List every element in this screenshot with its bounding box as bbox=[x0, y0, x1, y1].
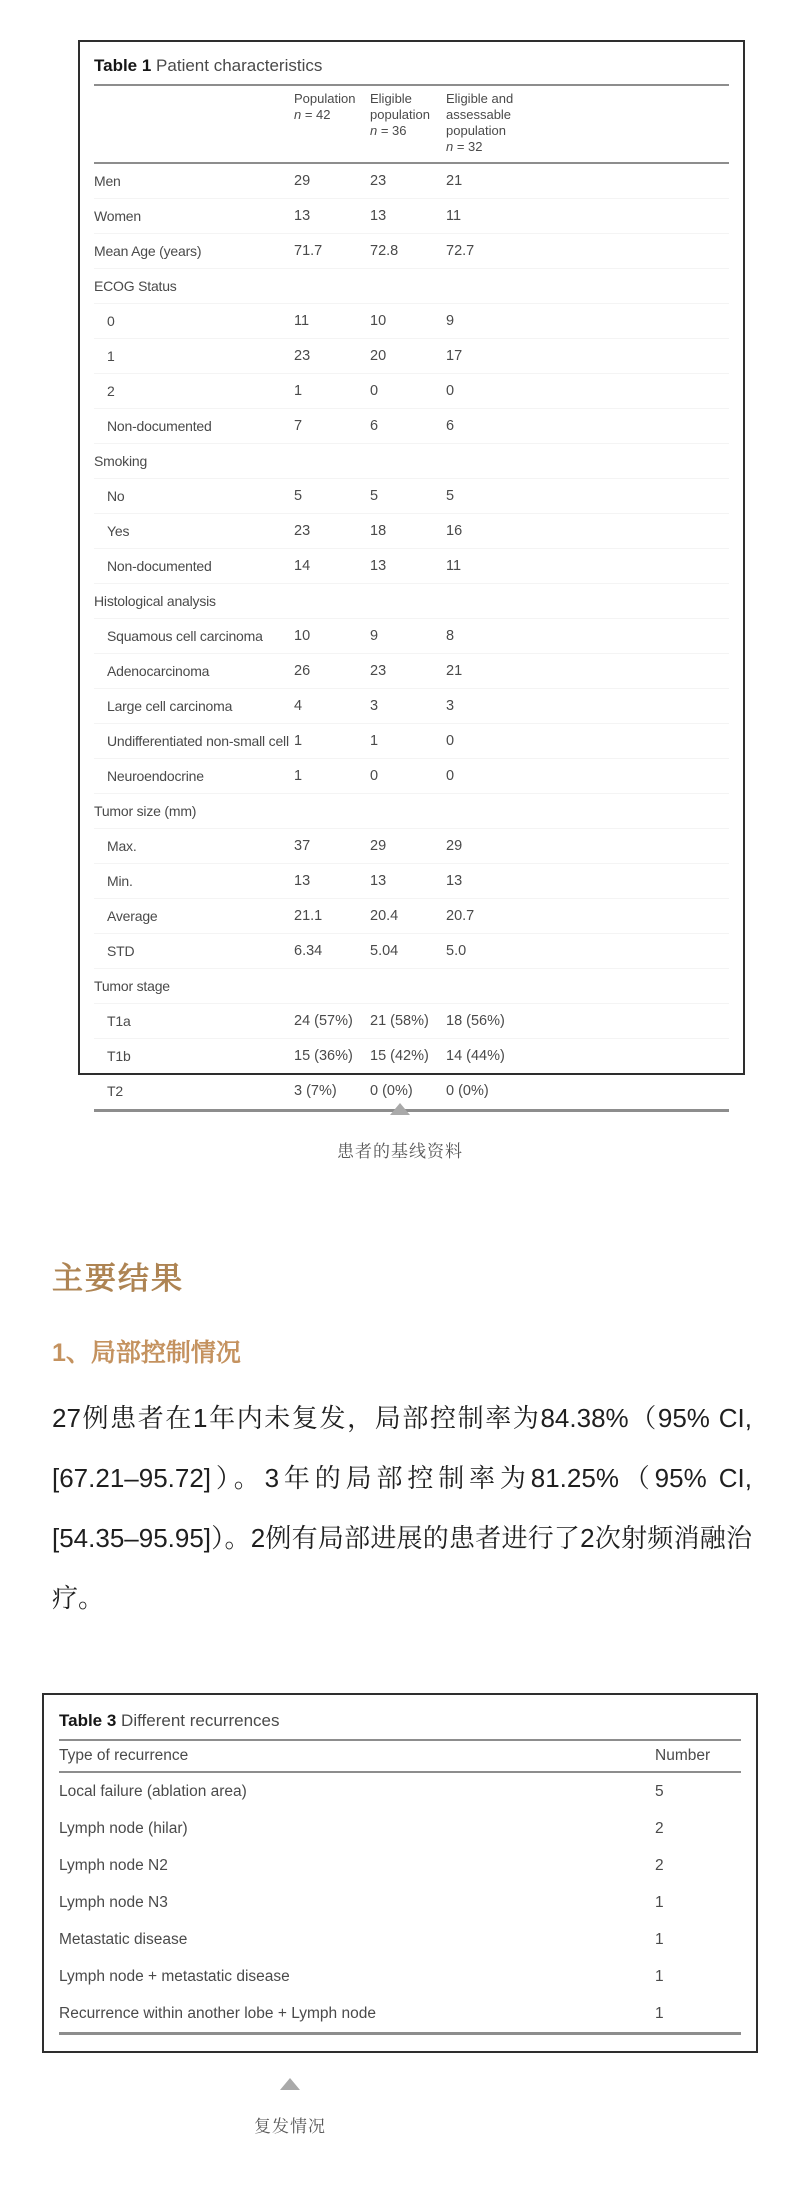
cell-value: 16 bbox=[446, 523, 463, 539]
section-subheading: 1、局部控制情况 bbox=[52, 1339, 241, 1367]
cell-value: 5 bbox=[655, 1782, 664, 1800]
cell-value: 5 bbox=[446, 488, 455, 504]
row-label: Adenocarcinoma bbox=[107, 663, 210, 679]
table-row bbox=[94, 653, 729, 688]
body-paragraph: 27例患者在1年内未复发，局部控制率为84.38%（95% CI, [67.21–95.72]）。3年的局部控制率为81.25%（95% CI, [54.35–95.95]）。2例有局部进展的患者进行了2次射频消融治疗。 bbox=[52, 1403, 752, 1613]
table-row bbox=[59, 1958, 741, 1995]
cell-value: 0 (0%) bbox=[370, 1083, 413, 1099]
row-label: T1b bbox=[107, 1048, 131, 1064]
row-label: Recurrence within another lobe + Lymph node bbox=[59, 2004, 376, 2022]
row-label: STD bbox=[107, 943, 135, 959]
table3-header-type: Type of recurrence bbox=[59, 1747, 189, 1764]
cell-value: 1 bbox=[655, 1967, 664, 1985]
row-label: Smoking bbox=[94, 453, 148, 469]
cell-value: 15 (36%) bbox=[294, 1048, 353, 1064]
cell-value: 13 bbox=[294, 873, 311, 889]
cell-value: 5 bbox=[370, 488, 379, 504]
row-label: No bbox=[107, 488, 125, 504]
cell-value: 2 bbox=[655, 1819, 664, 1837]
cell-value: 13 bbox=[370, 208, 387, 224]
cell-value: 21 bbox=[446, 173, 463, 189]
cell-value: 8 bbox=[446, 628, 455, 644]
cell-value: 1 bbox=[294, 383, 303, 399]
cell-value: 18 (56%) bbox=[446, 1013, 505, 1029]
table-row bbox=[94, 373, 729, 408]
row-label: Min. bbox=[107, 873, 133, 889]
table-row bbox=[94, 758, 729, 793]
table-row bbox=[94, 723, 729, 758]
table-row bbox=[94, 164, 729, 198]
cell-value: 11 bbox=[446, 208, 462, 224]
column-header-n bbox=[370, 123, 438, 139]
figure-caption-table3 bbox=[0, 2078, 580, 2137]
row-label: Men bbox=[94, 173, 121, 189]
row-label: Average bbox=[107, 908, 158, 924]
cell-value: 4 bbox=[294, 698, 303, 714]
cell-value: 3 (7%) bbox=[294, 1083, 337, 1099]
table-row bbox=[94, 408, 729, 443]
cell-value: 6 bbox=[446, 418, 455, 434]
cell-value: 14 (44%) bbox=[446, 1048, 505, 1064]
row-label: Histological analysis bbox=[94, 593, 216, 609]
table-row bbox=[94, 968, 729, 1003]
cell-value: 3 bbox=[446, 698, 455, 714]
cell-value: 21 (58%) bbox=[370, 1013, 429, 1029]
cell-value: 1 bbox=[655, 1930, 664, 1948]
cell-value: 10 bbox=[370, 313, 387, 329]
cell-value: 18 bbox=[370, 523, 387, 539]
table-row bbox=[94, 618, 729, 653]
table-row bbox=[94, 583, 729, 618]
cell-value: 15 (42%) bbox=[370, 1048, 429, 1064]
section-heading: 主要结果 bbox=[52, 1261, 184, 1297]
table3-title-number: Table 3 bbox=[59, 1711, 117, 1730]
table1-header-assessable bbox=[438, 91, 729, 155]
figure-caption-table1 bbox=[0, 1103, 800, 1162]
row-label: Neuroendocrine bbox=[107, 768, 204, 784]
cell-value: 5.0 bbox=[446, 943, 467, 959]
cell-value: 0 bbox=[446, 733, 455, 749]
table3-header-row bbox=[59, 1741, 741, 1771]
table-row bbox=[94, 933, 729, 968]
n-symbol: n bbox=[446, 139, 454, 154]
table-row bbox=[94, 513, 729, 548]
cell-value: 13 bbox=[446, 873, 463, 889]
column-header-n bbox=[294, 107, 362, 123]
table1-title-number: Table 1 bbox=[94, 56, 152, 75]
table1-title bbox=[94, 52, 729, 84]
table3-body bbox=[59, 1773, 741, 2032]
cell-value: 23 bbox=[294, 523, 311, 539]
n-value: = 32 bbox=[453, 139, 483, 154]
table3-different-recurrences bbox=[42, 1693, 758, 2053]
row-label: Tumor size (mm) bbox=[94, 803, 197, 819]
cell-value: 23 bbox=[294, 348, 311, 364]
cell-value: 1 bbox=[655, 2004, 664, 2022]
caption-text: 患者的基线资料 bbox=[337, 1142, 463, 1161]
cell-value: 29 bbox=[294, 173, 311, 189]
cell-value: 1 bbox=[294, 768, 303, 784]
triangle-up-icon bbox=[280, 2078, 300, 2090]
cell-value: 11 bbox=[446, 558, 462, 574]
cell-value: 0 bbox=[370, 768, 379, 784]
cell-value: 6.34 bbox=[294, 943, 323, 959]
table-row bbox=[59, 1884, 741, 1921]
cell-value: 11 bbox=[294, 313, 310, 329]
row-label: Non-documented bbox=[107, 558, 212, 574]
row-label: Squamous cell carcinoma bbox=[107, 628, 263, 644]
cell-value: 9 bbox=[370, 628, 379, 644]
table-row bbox=[94, 478, 729, 513]
table3-rule-bottom bbox=[59, 2032, 741, 2035]
table-row bbox=[94, 1038, 729, 1073]
row-label: T1a bbox=[107, 1013, 131, 1029]
table1-header-population bbox=[286, 91, 362, 155]
row-label: Lymph node N2 bbox=[59, 1856, 168, 1874]
cell-value: 1 bbox=[370, 733, 379, 749]
cell-value: 23 bbox=[370, 173, 387, 189]
table3-title-text: Different recurrences bbox=[116, 1711, 280, 1730]
row-label: Max. bbox=[107, 838, 137, 854]
cell-value: 13 bbox=[294, 208, 311, 224]
table-row bbox=[94, 793, 729, 828]
row-label: ECOG Status bbox=[94, 278, 177, 294]
row-label: Lymph node + metastatic disease bbox=[59, 1967, 290, 1985]
cell-value: 72.8 bbox=[370, 243, 399, 259]
cell-value: 29 bbox=[446, 838, 463, 854]
table1-header-row bbox=[94, 86, 729, 162]
cell-value: 14 bbox=[294, 558, 311, 574]
table-row bbox=[94, 443, 729, 478]
table-row bbox=[94, 338, 729, 373]
column-header-label: Eligible population bbox=[370, 91, 430, 122]
table-row bbox=[59, 1847, 741, 1884]
cell-value: 1 bbox=[294, 733, 303, 749]
row-label: T2 bbox=[107, 1083, 123, 1099]
cell-value: 10 bbox=[294, 628, 311, 644]
row-label: 0 bbox=[107, 313, 115, 329]
cell-value: 0 bbox=[446, 768, 455, 784]
row-label: Metastatic disease bbox=[59, 1930, 188, 1948]
triangle-up-icon bbox=[390, 1103, 410, 1115]
column-header-n bbox=[446, 139, 729, 155]
row-label: Lymph node N3 bbox=[59, 1893, 168, 1911]
cell-value: 24 (57%) bbox=[294, 1013, 353, 1029]
table3-header-number: Number bbox=[655, 1747, 711, 1764]
cell-value: 71.7 bbox=[294, 243, 323, 259]
table-row bbox=[94, 828, 729, 863]
cell-value: 20.4 bbox=[370, 908, 399, 924]
cell-value: 6 bbox=[370, 418, 379, 434]
table-row bbox=[59, 1810, 741, 1847]
n-symbol: n bbox=[294, 107, 302, 122]
table1-patient-characteristics bbox=[78, 40, 745, 1099]
cell-value: 0 (0%) bbox=[446, 1083, 489, 1099]
column-header-label: Population bbox=[294, 91, 356, 106]
row-label: Women bbox=[94, 208, 141, 224]
table1-header-eligible bbox=[362, 91, 438, 155]
n-value: = 36 bbox=[377, 123, 407, 138]
table1-header-empty bbox=[94, 91, 286, 155]
cell-value: 37 bbox=[294, 838, 311, 854]
table-row bbox=[94, 303, 729, 338]
n-value: = 42 bbox=[301, 107, 331, 122]
row-label: Tumor stage bbox=[94, 978, 170, 994]
table1-title-text: Patient characteristics bbox=[151, 56, 323, 75]
column-header-label: Eligible and assessable population bbox=[446, 91, 514, 138]
caption-text: 复发情况 bbox=[254, 2117, 326, 2136]
cell-value: 2 bbox=[655, 1856, 664, 1874]
cell-value: 13 bbox=[370, 873, 387, 889]
cell-value: 21 bbox=[446, 663, 463, 679]
row-label: Undifferentiated non-small cell bbox=[107, 733, 289, 749]
table3-title bbox=[59, 1707, 741, 1739]
table-row bbox=[94, 688, 729, 723]
row-label: Local failure (ablation area) bbox=[59, 1782, 247, 1800]
table1-body bbox=[94, 164, 729, 1108]
row-label: Lymph node (hilar) bbox=[59, 1819, 188, 1837]
cell-value: 5.04 bbox=[370, 943, 399, 959]
table-row bbox=[59, 1921, 741, 1958]
table-row bbox=[59, 1773, 741, 1810]
table-row bbox=[94, 1003, 729, 1038]
row-label: Mean Age (years) bbox=[94, 243, 202, 259]
row-label: Non-documented bbox=[107, 418, 212, 434]
table-row bbox=[94, 233, 729, 268]
cell-value: 17 bbox=[446, 348, 463, 364]
table-row bbox=[94, 268, 729, 303]
cell-value: 26 bbox=[294, 663, 311, 679]
table-row bbox=[59, 1995, 741, 2032]
cell-value: 21.1 bbox=[294, 908, 323, 924]
table-row bbox=[94, 198, 729, 233]
cell-value: 9 bbox=[446, 313, 455, 329]
row-label: 2 bbox=[107, 383, 115, 399]
table-row bbox=[94, 548, 729, 583]
cell-value: 3 bbox=[370, 698, 379, 714]
row-label: Large cell carcinoma bbox=[107, 698, 233, 714]
cell-value: 20 bbox=[370, 348, 387, 364]
cell-value: 7 bbox=[294, 418, 303, 434]
cell-value: 13 bbox=[370, 558, 387, 574]
cell-value: 0 bbox=[446, 383, 455, 399]
cell-value: 72.7 bbox=[446, 243, 475, 259]
table-row bbox=[94, 898, 729, 933]
row-label: Yes bbox=[107, 523, 130, 539]
cell-value: 29 bbox=[370, 838, 387, 854]
cell-value: 1 bbox=[655, 1893, 664, 1911]
table-row bbox=[94, 863, 729, 898]
n-symbol: n bbox=[370, 123, 378, 138]
row-label: 1 bbox=[107, 348, 115, 364]
cell-value: 20.7 bbox=[446, 908, 475, 924]
cell-value: 23 bbox=[370, 663, 387, 679]
cell-value: 5 bbox=[294, 488, 303, 504]
cell-value: 0 bbox=[370, 383, 379, 399]
